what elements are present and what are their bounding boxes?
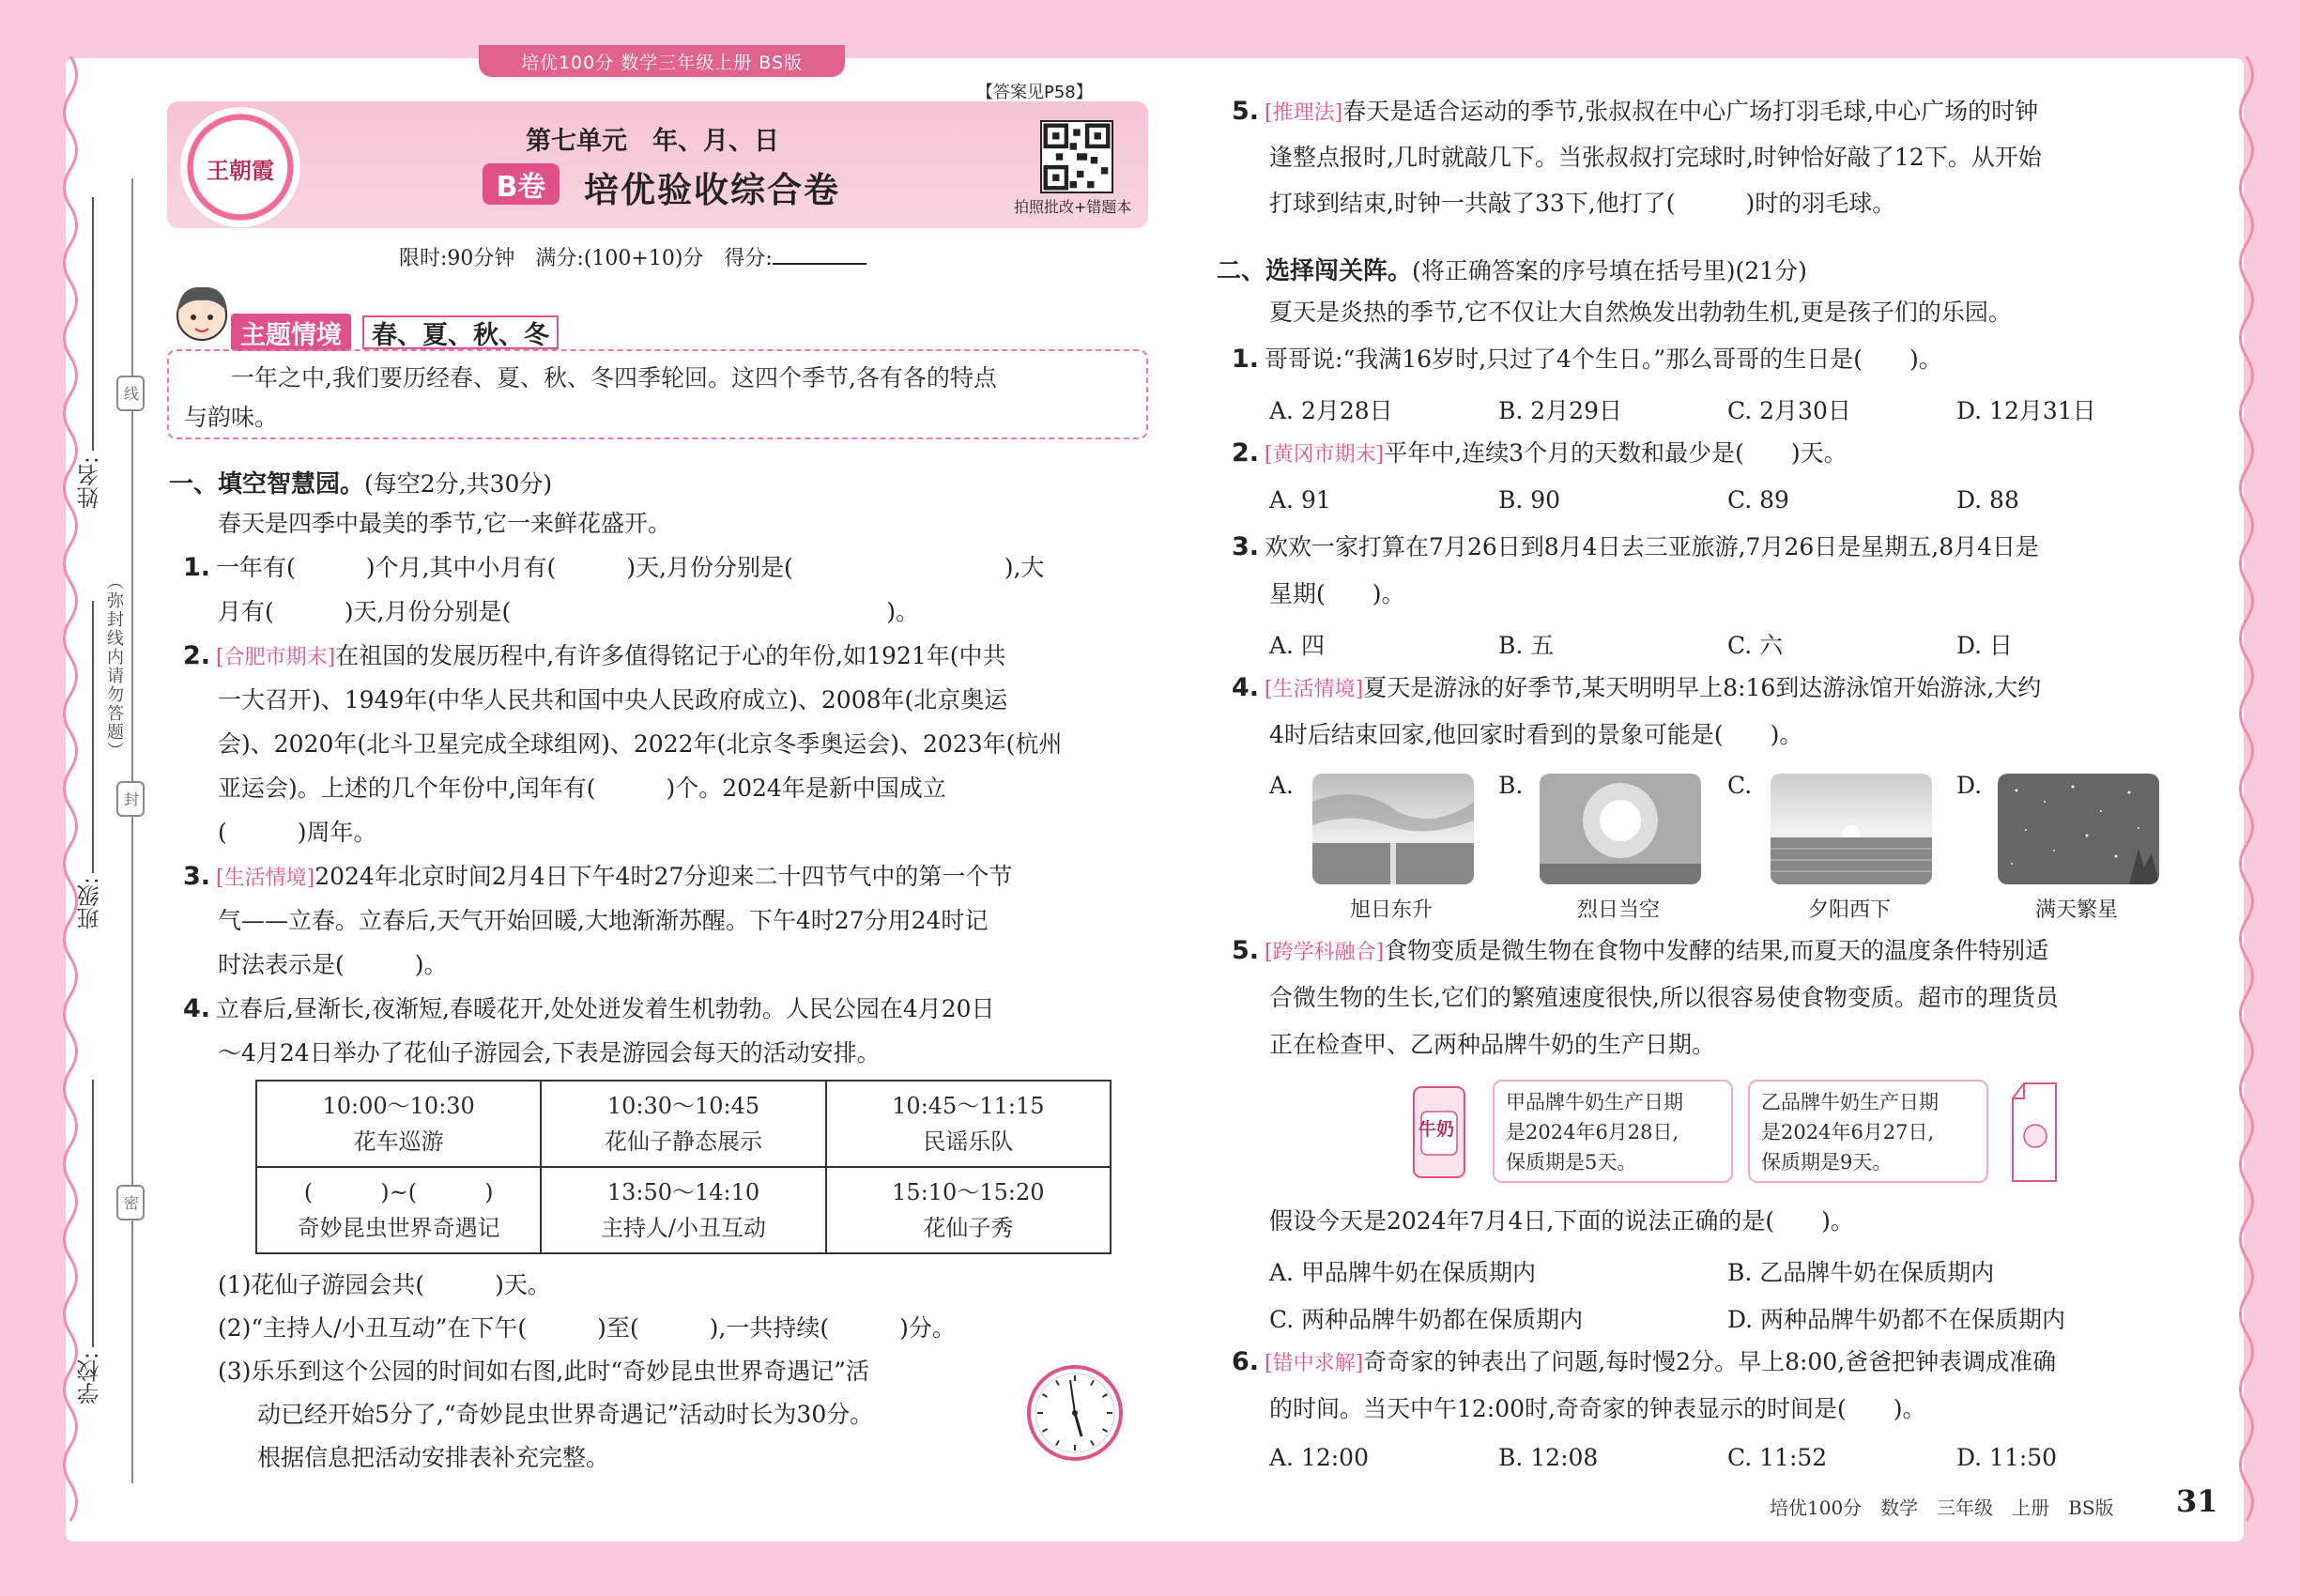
starry-sky-image-icon[interactable] (1998, 774, 2159, 884)
secret-mark: 密 (116, 1185, 145, 1220)
logo-text: 王朝霞 (207, 157, 274, 184)
s2-q5-line1: 5. [跨学科融合]食物变质是微生物在食物中发酵的结果,而夏天的温度条件特别适 (1232, 936, 2049, 965)
left-wavy-border (58, 56, 83, 1540)
name-blank[interactable] (92, 197, 94, 451)
midday-sun-image-icon[interactable] (1540, 774, 1701, 884)
score-blank[interactable] (773, 244, 866, 265)
s2-q1-option-d[interactable]: D. 12月31日 (1956, 397, 2096, 424)
volume-title: 培优验收综合卷 (584, 170, 840, 210)
s2-q6-line1: 6. [错中求解]奇奇家的钟表出了问题,每时慢2分。早上8:00,爸爸把钟表调成准确 (1232, 1347, 2057, 1376)
s2-q3-line1: 3. 欢欢一家打算在7月26日到8月4日去三亚旅游,7月26日是星期五,8月4日是 (1232, 532, 2040, 561)
s2-q3-option-a[interactable]: A. 四 (1269, 632, 1325, 659)
s1-q2-line5[interactable]: ( )周年。 (218, 819, 377, 846)
milk-bag-label: 牛奶 (1418, 1119, 1454, 1140)
s2-q5-line2: 合微生物的生长,它们的繁殖速度很快,所以很容易使食物变质。超市的理货员 (1269, 984, 2059, 1011)
caption-starry: 满天繁星 (2035, 898, 2119, 922)
s1-q2-line2: 一大召开)、1949年(中华人民共和国中央人民政府成立)、2008年(北京奥运 (218, 686, 1008, 714)
s2-q3-option-d[interactable]: D. 日 (1956, 632, 2014, 659)
theme-label: 主题情境 (231, 314, 351, 351)
s2-q5-option-a[interactable]: A. 甲品牌牛奶在保质期内 (1269, 1259, 1536, 1286)
volume-badge: B卷 (483, 163, 560, 205)
milk-brand-b-note: 乙品牌牛奶生产日期 是2024年6月27日, 保质期是9天。 (1748, 1080, 1988, 1183)
footer-text: 培优100分 数学 三年级 上册 BS版 (1770, 1496, 2114, 1519)
s2-q5-line3: 正在检查甲、乙两种品牌牛奶的生产日期。 (1269, 1031, 1716, 1058)
s2-q4-letter-d[interactable]: D. (1956, 772, 1983, 799)
unit-title: 第七单元 年、月、日 (526, 127, 779, 156)
class-label: 班级: (77, 877, 103, 930)
page-number: 31 (2176, 1483, 2218, 1519)
s1-q4-sub2[interactable]: (2)“主持人/小丑互动”在下午( )至( ),一共持续( )分。 (218, 1314, 956, 1342)
s1-q5-line1: 5. [推理法]春天是适合运动的季节,张叔叔在中心广场打羽毛球,中心广场的时钟 (1232, 97, 2039, 126)
s2-q6-option-b[interactable]: B. 12:08 (1498, 1444, 1599, 1471)
s1-q5-line3[interactable]: 打球到结束,时钟一共敲了33下,他打了( )时的羽毛球。 (1269, 190, 1896, 217)
milk-carton-icon (2005, 1080, 2063, 1185)
girl-mascot-icon (169, 278, 235, 355)
theme-intro (167, 349, 1148, 439)
theme-intro-line2: 与韵味。 (184, 404, 279, 431)
s1-q4-sub3-line2: 动已经开始5分了,“奇妙昆虫世界奇遇记”活动时长为30分。 (257, 1401, 874, 1428)
s1-q4-sub1[interactable]: (1)花仙子游园会共( )天。 (218, 1271, 551, 1298)
clock-icon (1025, 1363, 1125, 1463)
s2-q4-letter-a[interactable]: A. (1269, 772, 1295, 799)
line-mark: 线 (116, 376, 145, 411)
s2-q3-line2: 星期( )。 (1269, 580, 1405, 607)
exam-info: 限时:90分钟 满分:(100+10)分 得分: (399, 242, 866, 271)
theme-intro-line1: 一年之中,我们要历经春、夏、秋、冬四季轮回。这四个季节,各有各的特点 (231, 364, 997, 391)
school-blank[interactable] (92, 1080, 94, 1347)
schedule-cell: 10:45～11:15 民谣乐队 (826, 1081, 1111, 1167)
s1-q2-line4[interactable]: 亚运会)。上述的几个年份中,闰年有( )个。2024年是新中国成立 (218, 775, 946, 802)
s2-q2-option-b[interactable]: B. 90 (1498, 486, 1561, 514)
section2-heading: 二、选择闯关阵。(将正确答案的序号填在括号里)(21分) (1217, 257, 1807, 285)
binding-note: （弥封线内请勿答题） (104, 573, 124, 760)
s2-q6-option-a[interactable]: A. 12:00 (1269, 1444, 1369, 1471)
schedule-cell: 10:30～10:45 花仙子静态展示 (541, 1081, 825, 1167)
schedule-cell: 13:50～14:10 主持人/小丑互动 (541, 1167, 825, 1253)
s2-q2-option-a[interactable]: A. 91 (1269, 486, 1331, 514)
s2-q2-text: 2. [黄冈市期末]平年中,连续3个月的天数和最少是( )天。 (1232, 438, 1848, 468)
sunset-image-icon[interactable] (1771, 774, 1932, 884)
caption-midday: 烈日当空 (1577, 898, 1661, 922)
schedule-cell-blank[interactable]: ( )~( ) 奇妙昆虫世界奇遇记 (256, 1167, 541, 1253)
section2-lead: 夏天是炎热的季节,它不仅让大自然焕发出勃勃生机,更是孩子们的乐园。 (1269, 299, 2012, 326)
s2-q4-letter-b[interactable]: B. (1498, 772, 1524, 799)
schedule-cell: 15:10～15:20 花仙子秀 (826, 1167, 1111, 1253)
s1-q2-line1[interactable]: 2. [合肥市期末]在祖国的发展历程中,有许多值得铭记于心的年份,如1921年(中共 (183, 641, 1006, 670)
s1-q3-line1: 3. [生活情境]2024年北京时间2月4日下午4时27分迎来二十四节气中的第一个节 (183, 862, 1013, 891)
class-blank[interactable] (92, 601, 94, 873)
s1-q3-line3[interactable]: 时法表示是( )。 (218, 951, 448, 978)
section1-lead: 春天是四季中最美的季节,它一来鲜花盛开。 (218, 510, 671, 537)
s2-q6-option-c[interactable]: C. 11:52 (1727, 1444, 1828, 1471)
schedule-cell: 10:00～10:30 花车巡游 (256, 1081, 541, 1167)
s1-q4-line1: 4. 立春后,昼渐长,夜渐短,春暖花开,处处迸发着生机勃勃。人民公园在4月20日 (183, 994, 995, 1023)
s2-q2-option-c[interactable]: C. 89 (1727, 486, 1789, 514)
schedule-table (255, 1080, 1112, 1254)
s2-q5-question: 假设今天是2024年7月4日,下面的说法正确的是( )。 (1269, 1207, 1854, 1235)
s1-q3-line2: 气——立春。立春后,天气开始回暖,大地渐渐苏醒。下午4时27分用24时记 (218, 907, 989, 934)
s1-q1-line1[interactable]: 1. 一年有( )个月,其中小月有( )天,月份分别是( ),大 (183, 553, 1045, 582)
caption-sunset: 夕阳西下 (1808, 898, 1892, 922)
s2-q6-option-d[interactable]: D. 11:50 (1956, 1444, 2058, 1471)
binding-line (131, 178, 133, 1483)
name-label: 姓名: (77, 456, 103, 510)
s2-q5-option-d[interactable]: D. 两种品牌牛奶都不在保质期内 (1727, 1306, 2066, 1333)
s2-q1-option-c[interactable]: C. 2月30日 (1727, 397, 1851, 424)
school-label: 学校: (77, 1352, 103, 1405)
qr-code-icon[interactable] (1040, 120, 1113, 193)
milk-brand-a-note: 甲品牌牛奶生产日期 是2024年6月28日, 保质期是5天。 (1493, 1080, 1733, 1183)
section1-heading: 一、填空智慧园。(每空2分,共30分) (169, 470, 553, 499)
s2-q6-line2: 的时间。当天中午12:00时,奇奇家的钟表显示的时间是( )。 (1269, 1395, 1926, 1422)
right-wavy-border (2234, 56, 2259, 1540)
s2-q3-option-b[interactable]: B. 五 (1498, 632, 1555, 659)
s2-q4-line1: 4. [生活情境]夏天是游泳的好季节,某天明明早上8:16到达游泳馆开始游泳,大约 (1232, 673, 2042, 702)
s1-q1-line2[interactable]: 月有( )天,月份分别是( )。 (218, 598, 919, 625)
sunrise-image-icon[interactable] (1312, 774, 1474, 884)
s1-q4-sub3-line3: 根据信息把活动安排表补充完整。 (257, 1444, 610, 1471)
s2-q1-text: 1. 哥哥说:“我满16岁时,只过了4个生日。”那么哥哥的生日是( )。 (1232, 345, 1942, 374)
s2-q4-line2: 4时后结束回家,他回家时看到的景象可能是( )。 (1269, 721, 1803, 748)
series-tab: 培优100分 数学三年级上册 BS版 (479, 45, 845, 77)
s2-q2-option-d[interactable]: D. 88 (1956, 486, 2019, 514)
s2-q3-option-c[interactable]: C. 六 (1727, 632, 1784, 659)
s2-q1-option-a[interactable]: A. 2月28日 (1269, 397, 1393, 424)
s1-q2-line3: 会)、2020年(北斗卫星完成全球组网)、2022年(北京冬季奥运会)、2023年(杭州 (218, 730, 1063, 758)
s1-q5-line2: 逢整点报时,几时就敲几下。当张叔叔打完球时,时钟恰好敲了12下。从开始 (1269, 144, 2042, 171)
s2-q5-option-b[interactable]: B. 乙品牌牛奶在保质期内 (1727, 1259, 1995, 1286)
s2-q4-letter-c[interactable]: C. (1727, 772, 1753, 799)
seal-mark: 封 (116, 781, 145, 817)
theme-topic: 春、夏、秋、冬 (362, 315, 559, 349)
s2-q5-option-c[interactable]: C. 两种品牌牛奶都在保质期内 (1269, 1306, 1584, 1333)
caption-sunrise: 旭日东升 (1350, 898, 1434, 922)
s1-q4-line2: ～4月24日举办了花仙子游园会,下表是游园会每天的活动安排。 (218, 1039, 881, 1067)
s1-q4-sub3-line1: (3)乐乐到这个公园的时间如右图,此时“奇妙昆虫世界奇遇记”活 (218, 1358, 869, 1385)
s2-q1-option-b[interactable]: B. 2月29日 (1498, 397, 1622, 424)
qr-note: 拍照批改+错题本 (1014, 198, 1132, 216)
answer-reference: 【答案见P58】 (976, 83, 1093, 102)
